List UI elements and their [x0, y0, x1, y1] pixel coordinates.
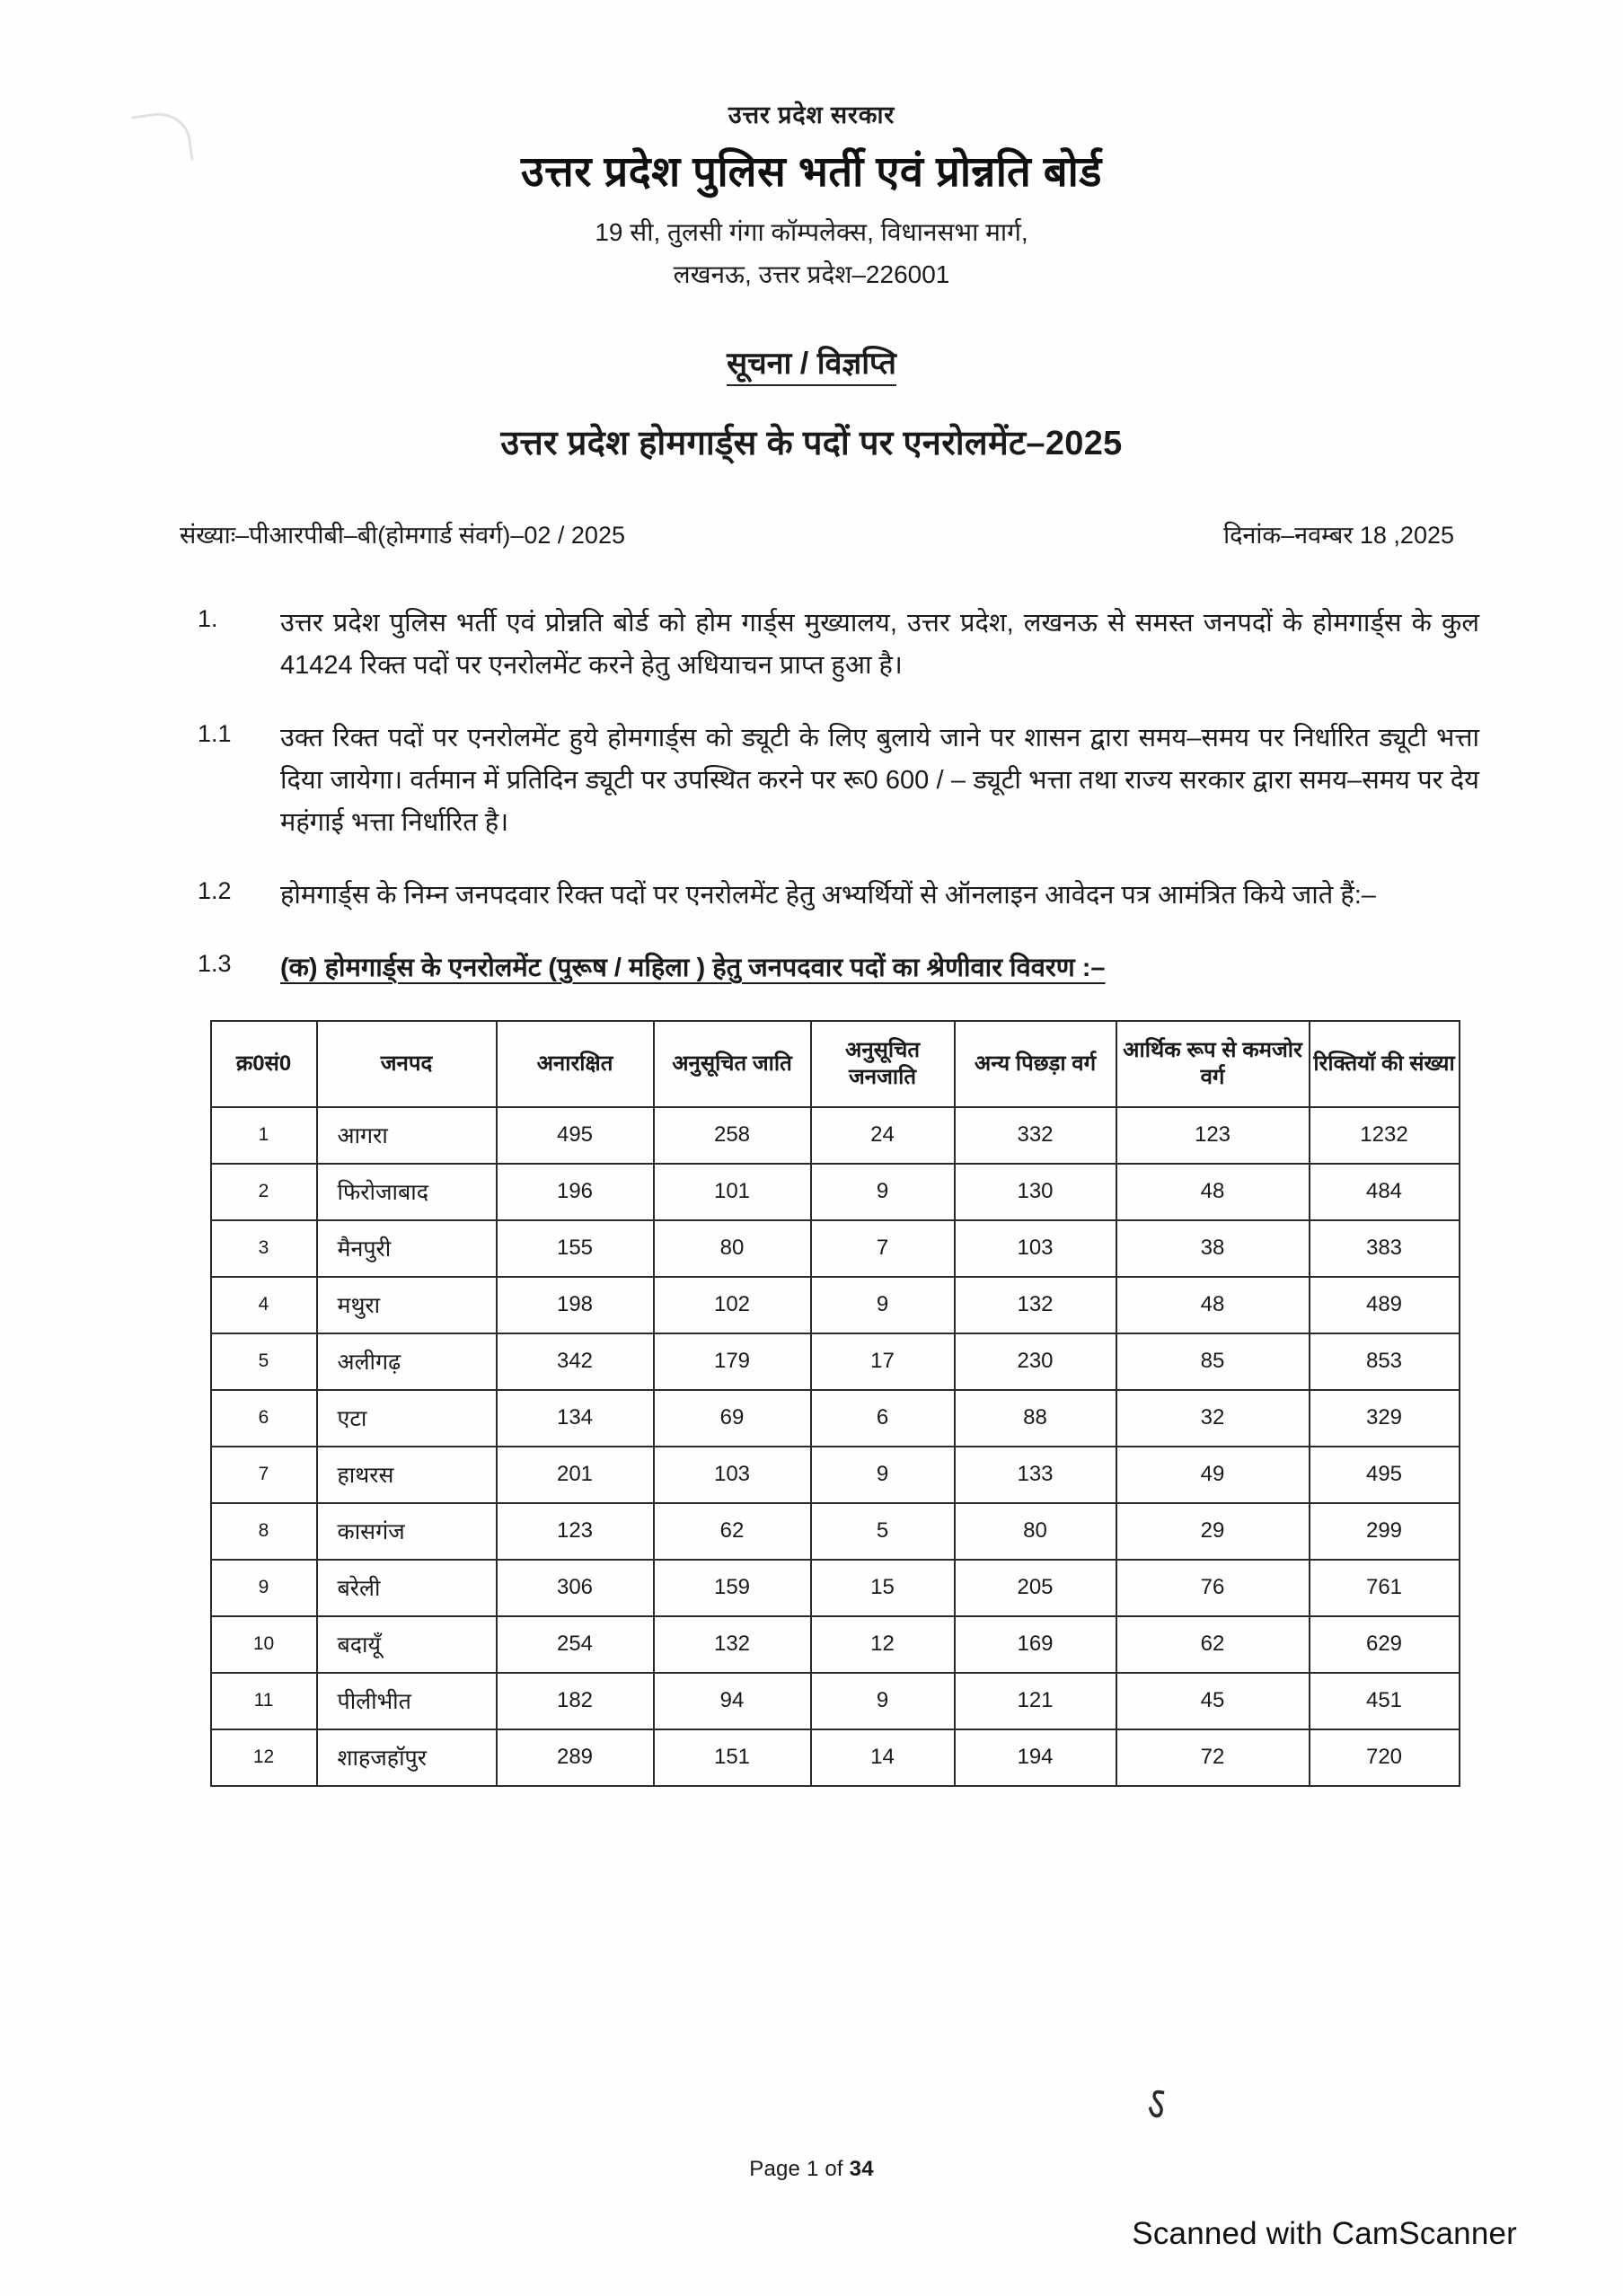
vacancy-table-container: [210, 1020, 1455, 1787]
clause-item: [198, 717, 1479, 844]
cell-obc: 88: [955, 1390, 1116, 1447]
table-row: [211, 1107, 1460, 1164]
cell-serial: 9: [211, 1560, 317, 1616]
cell-district: अलीगढ़: [317, 1333, 497, 1390]
cell-obc: 103: [955, 1220, 1116, 1277]
cell-serial: 1: [211, 1107, 317, 1164]
cell-ews: 123: [1116, 1107, 1310, 1164]
cell-ews: 45: [1116, 1673, 1310, 1729]
table-row: [211, 1220, 1460, 1277]
cell-total: 720: [1310, 1729, 1460, 1786]
cell-st: 9: [811, 1164, 955, 1220]
table-row: [211, 1447, 1460, 1503]
cell-st: 15: [811, 1560, 955, 1616]
cell-unreserved: 155: [497, 1220, 654, 1277]
cell-district: हाथरस: [317, 1447, 497, 1503]
cell-sc: 69: [654, 1390, 811, 1447]
table-row: [211, 1616, 1460, 1673]
col-header-st: अनुसूचित जनजाति: [811, 1021, 955, 1107]
cell-total: 329: [1310, 1390, 1460, 1447]
cell-serial: 6: [211, 1390, 317, 1447]
cell-district: शाहजहॉपुर: [317, 1729, 497, 1786]
table-row: [211, 1560, 1460, 1616]
notice-title: उत्तर प्रदेश होमगार्ड्स के पदों पर एनरोलमेंट–2025: [500, 425, 1123, 462]
cell-serial: 10: [211, 1616, 317, 1673]
cell-district: बदायूँ: [317, 1616, 497, 1673]
cell-district: मथुरा: [317, 1277, 497, 1333]
cell-sc: 159: [654, 1560, 811, 1616]
cell-total: 489: [1310, 1277, 1460, 1333]
cell-district: एटा: [317, 1390, 497, 1447]
cell-district: कासगंज: [317, 1503, 497, 1560]
cell-st: 24: [811, 1107, 955, 1164]
cell-total: 1232: [1310, 1107, 1460, 1164]
table-row: [211, 1277, 1460, 1333]
cell-unreserved: 289: [497, 1729, 654, 1786]
col-header-unreserved: अनारक्षित: [497, 1021, 654, 1107]
col-header-total: रिक्तियॉ की संख्या: [1310, 1021, 1460, 1107]
cell-obc: 194: [955, 1729, 1116, 1786]
notice-kind: [0, 341, 1623, 383]
cell-total: 299: [1310, 1503, 1460, 1560]
col-header-serial: क्र0सं0: [211, 1021, 317, 1107]
reference-line: [0, 517, 1623, 550]
cell-total: 495: [1310, 1447, 1460, 1503]
cell-total: 484: [1310, 1164, 1460, 1220]
cell-unreserved: 123: [497, 1503, 654, 1560]
cell-district: बरेली: [317, 1560, 497, 1616]
cell-st: 9: [811, 1673, 955, 1729]
cell-serial: 7: [211, 1447, 317, 1503]
cell-district: पीलीभीत: [317, 1673, 497, 1729]
board-name: उत्तर प्रदेश पुलिस भर्ती एवं प्रोन्नति बोर्ड: [521, 147, 1102, 195]
table-head: [211, 1021, 1460, 1107]
cell-serial: 11: [211, 1673, 317, 1729]
handwritten-signature-mark: ऽ: [1144, 2075, 1169, 2133]
cell-district: आगरा: [317, 1107, 497, 1164]
table-row: [211, 1164, 1460, 1220]
cell-sc: 132: [654, 1616, 811, 1673]
cell-total: 383: [1310, 1220, 1460, 1277]
cell-sc: 179: [654, 1333, 811, 1390]
cell-unreserved: 198: [497, 1277, 654, 1333]
cell-unreserved: 342: [497, 1333, 654, 1390]
clause-item: [198, 603, 1479, 687]
cell-serial: 3: [211, 1220, 317, 1277]
cell-ews: 76: [1116, 1560, 1310, 1616]
cell-unreserved: 201: [497, 1447, 654, 1503]
notice-date: दिनांक–नवम्बर 18 ,2025: [1223, 522, 1454, 549]
cell-st: 7: [811, 1220, 955, 1277]
clause-number: 1.2: [198, 876, 232, 904]
cell-ews: 72: [1116, 1729, 1310, 1786]
cell-st: 9: [811, 1447, 955, 1503]
cell-ews: 38: [1116, 1220, 1310, 1277]
cell-sc: 62: [654, 1503, 811, 1560]
document-header: [0, 0, 1623, 291]
table-row: [211, 1390, 1460, 1447]
page-number-prefix: Page 1 of: [749, 2157, 850, 2181]
col-header-obc: अन्य पिछड़ा वर्ग: [955, 1021, 1116, 1107]
cell-sc: 102: [654, 1277, 811, 1333]
cell-district: मैनपुरी: [317, 1220, 497, 1277]
cell-obc: 169: [955, 1616, 1116, 1673]
clause-text: होमगार्ड्स के निम्न जनपदवार रिक्त पदों पर एनरोलमेंट हेतु अभ्यर्थियों से ऑनलाइन आवेदन पत्र आमंत्रित किये जाते हैं:–: [280, 880, 1376, 910]
clause-text: (क) होमगार्ड्स के एनरोलमेंट (पुरूष / महिला ) हेतु जनपदवार पदों का श्रेणीवार विवरण :–: [280, 953, 1106, 982]
cell-sc: 101: [654, 1164, 811, 1220]
cell-sc: 94: [654, 1673, 811, 1729]
cell-unreserved: 134: [497, 1390, 654, 1447]
cell-ews: 29: [1116, 1503, 1310, 1560]
cell-st: 12: [811, 1616, 955, 1673]
clause-item: [198, 875, 1479, 917]
cell-obc: 121: [955, 1673, 1116, 1729]
clause-number: 1.1: [198, 719, 232, 747]
cell-ews: 85: [1116, 1333, 1310, 1390]
table-row: [211, 1333, 1460, 1390]
cell-serial: 8: [211, 1503, 317, 1560]
cell-serial: 12: [211, 1729, 317, 1786]
cell-serial: 4: [211, 1277, 317, 1333]
clause-item: [198, 947, 1479, 990]
table-header-row: [211, 1021, 1460, 1107]
cell-obc: 133: [955, 1447, 1116, 1503]
cell-st: 9: [811, 1277, 955, 1333]
col-header-district: जनपद: [317, 1021, 497, 1107]
cell-total: 629: [1310, 1616, 1460, 1673]
cell-sc: 258: [654, 1107, 811, 1164]
clause-list: [0, 603, 1623, 990]
government-line: उत्तर प्रदेश सरकार: [728, 101, 895, 128]
cell-st: 17: [811, 1333, 955, 1390]
cell-obc: 332: [955, 1107, 1116, 1164]
clause-text: उत्तर प्रदेश पुलिस भर्ती एवं प्रोन्नति बोर्ड को होम गार्ड्स मुख्यालय, उत्तर प्रदेश, लखनऊ से समस्त जनपदों के होमगार्ड्स के कुल 41424 रिक्त पदों पर एनरोलमेंट करने हेतु अधियाचन प्राप्त हुआ है।: [280, 609, 1479, 680]
cell-ews: 48: [1116, 1164, 1310, 1220]
cell-obc: 80: [955, 1503, 1116, 1560]
table-row: [211, 1673, 1460, 1729]
cell-unreserved: 306: [497, 1560, 654, 1616]
cell-obc: 132: [955, 1277, 1116, 1333]
table-row: [211, 1503, 1460, 1560]
cell-district: फिरोजाबाद: [317, 1164, 497, 1220]
cell-ews: 48: [1116, 1277, 1310, 1333]
page-number: [0, 2157, 1623, 2182]
cell-ews: 62: [1116, 1616, 1310, 1673]
cell-st: 6: [811, 1390, 955, 1447]
cell-sc: 151: [654, 1729, 811, 1786]
cell-ews: 49: [1116, 1447, 1310, 1503]
cell-total: 451: [1310, 1673, 1460, 1729]
cell-unreserved: 254: [497, 1616, 654, 1673]
cell-st: 5: [811, 1503, 955, 1560]
cell-st: 14: [811, 1729, 955, 1786]
cell-sc: 103: [654, 1447, 811, 1503]
cell-sc: 80: [654, 1220, 811, 1277]
clause-text: उक्त रिक्त पदों पर एनरोलमेंट हुये होमगार्ड्स को ड्यूटी के लिए बुलाये जाने पर शासन द्वारा समय–समय पर निर्धारित ड्यूटी भत्ता दिया जायेगा। वर्तमान में प्रतिदिन ड्यूटी पर उपस्थित करने पर रू0 600 / – ड्यूटी भत्ता तथा राज्य सरकार द्वारा समय–समय पर देय महंगाई भत्ता निर्धारित है।: [280, 723, 1479, 837]
cell-obc: 205: [955, 1560, 1116, 1616]
cell-unreserved: 182: [497, 1673, 654, 1729]
page-number-total: 34: [849, 2157, 874, 2181]
col-header-sc: अनुसूचित जाति: [654, 1021, 811, 1107]
reference-number: संख्याः–पीआरपीबी–बी(होमगार्ड संवर्ग)–02 / 2025: [180, 522, 625, 549]
clause-number: 1.: [198, 605, 218, 632]
col-header-ews: आर्थिक रूप से कमजोर वर्ग: [1116, 1021, 1310, 1107]
cell-unreserved: 196: [497, 1164, 654, 1220]
notice-kind-label: सूचना / विज्ञप्ति: [727, 347, 896, 386]
cell-obc: 130: [955, 1164, 1116, 1220]
table-row: [211, 1729, 1460, 1786]
table-body: [211, 1107, 1460, 1786]
cell-unreserved: 495: [497, 1107, 654, 1164]
cell-total: 853: [1310, 1333, 1460, 1390]
cell-serial: 5: [211, 1333, 317, 1390]
cell-ews: 32: [1116, 1390, 1310, 1447]
cell-total: 761: [1310, 1560, 1460, 1616]
address-line-1: 19 सी, तुलसी गंगा कॉम्पलेक्स, विधानसभा मार्ग,: [595, 218, 1028, 246]
clause-number: 1.3: [198, 949, 232, 977]
address-line-2: लखनऊ, उत्तर प्रदेश–226001: [673, 260, 950, 288]
camscanner-watermark: Scanned with CamScanner: [1132, 2216, 1517, 2251]
vacancy-table: [210, 1020, 1460, 1787]
cell-serial: 2: [211, 1164, 317, 1220]
cell-obc: 230: [955, 1333, 1116, 1390]
